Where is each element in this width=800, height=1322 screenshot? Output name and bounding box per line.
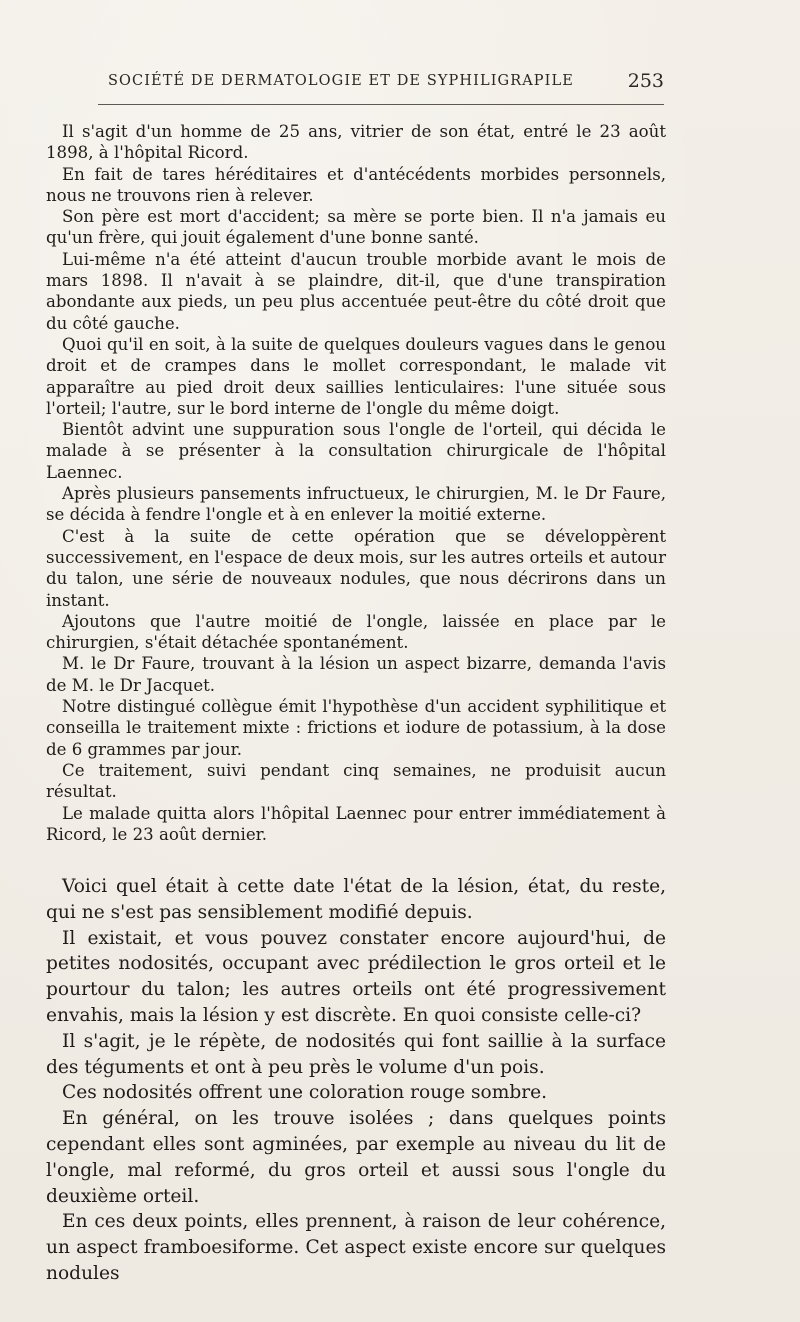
paragraph: Bientôt advint une suppuration sous l'ongle de l'orteil, qui décida le malade à se présenter à la consultation chirurgicale de l'hôpital Laennec.	[46, 420, 666, 482]
paragraph: En fait de tares héréditaires et d'antécédents morbides personnels, nous ne trouvons rien à relever.	[46, 164, 666, 205]
running-header	[108, 70, 664, 95]
body-text	[46, 121, 666, 1287]
paragraph: Il s'agit d'un homme de 25 ans, vitrier de son état, entré le 23 août 1898, à l'hôpital Ricord.	[46, 122, 666, 163]
paragraph: Quoi qu'il en soit, à la suite de quelques douleurs vagues dans le genou droit et de crampes dans le mollet correspondant, le malade vit apparaître au pied droit deux saillies lenticulaires: l'une située sous l'orteil; l'autre, sur le bord interne de l'ongle du même doigt.	[46, 334, 666, 418]
lesion-description-section	[46, 874, 666, 1287]
paragraph: En général, on les trouve isolées ; dans quelques points cependant elles sont agminées, par exemple au niveau du lit de l'ongle, mal reformé, du gros orteil et aussi sous l'ongle du deuxième orteil.	[46, 1108, 666, 1207]
paragraph: C'est à la suite de cette opération que se développèrent successivement, en l'espace de deux mois, sur les autres orteils et autour du talon, une série de nouveaux nodules, que nous décrirons dans un instant.	[46, 526, 666, 610]
paragraph: En ces deux points, elles prennent, à raison de leur cohérence, un aspect framboesiforme. Cet aspect existe encore sur quelques nodules	[46, 1211, 666, 1285]
paragraph: Le malade quitta alors l'hôpital Laennec pour entrer immédiatement à Ricord, le 23 août dernier.	[46, 803, 666, 844]
paragraph: Ajoutons que l'autre moitié de l'ongle, laissée en place par le chirurgien, s'était détachée spontanément.	[46, 611, 666, 653]
page-number: 253	[627, 70, 664, 92]
paragraph: Il s'agit, je le répète, de nodosités qui font saillie à la surface des téguments et ont à peu près le volume d'un pois.	[46, 1030, 666, 1078]
case-history-section	[46, 121, 666, 845]
running-title: SOCIÉTÉ DE DERMATOLOGIE ET DE SYPHILIGRAPILE	[108, 73, 574, 89]
paragraph: M. le Dr Faure, trouvant à la lésion un aspect bizarre, demanda l'avis de M. le Dr Jacquet.	[46, 654, 666, 695]
paragraph: Notre distingué collègue émit l'hypothèse d'un accident syphilitique et conseilla le traitement mixte : frictions et iodure de potassium, à la dose de 6 grammes par jour.	[46, 697, 666, 759]
paragraph: Il existait, et vous pouvez constater encore aujourd'hui, de petites nodosités, occupant avec prédilection le gros orteil et le pourtour du talon; les autres orteils ont été progressivement envahis, mais la lésion y est discrète. En quoi consiste celle-ci?	[46, 927, 666, 1027]
paragraph: Son père est mort d'accident; sa mère se porte bien. Il n'a jamais eu qu'un frère, qui jouit également d'une bonne santé.	[46, 207, 666, 248]
paragraph: Après plusieurs pansements infructueux, le chirurgien, M. le Dr Faure, se décida à fendre l'ongle et à en enlever la moitié externe.	[46, 484, 666, 525]
header-rule	[98, 104, 664, 105]
paragraph: Voici quel était à cette date l'état de la lésion, état, du reste, qui ne s'est pas sensiblement modifié depuis.	[46, 876, 666, 923]
paragraph: Ces nodosités offrent une coloration rouge sombre.	[62, 1082, 548, 1104]
paragraph: Lui-même n'a été atteint d'aucun trouble morbide avant le mois de mars 1898. Il n'avait à se plaindre, dit-il, que d'une transpiration abondante aux pieds, un peu plus accentuée peut-être du côté droit que du côté gauche.	[46, 249, 666, 333]
paragraph: Ce traitement, suivi pendant cinq semaines, ne produisit aucun résultat.	[46, 760, 666, 802]
